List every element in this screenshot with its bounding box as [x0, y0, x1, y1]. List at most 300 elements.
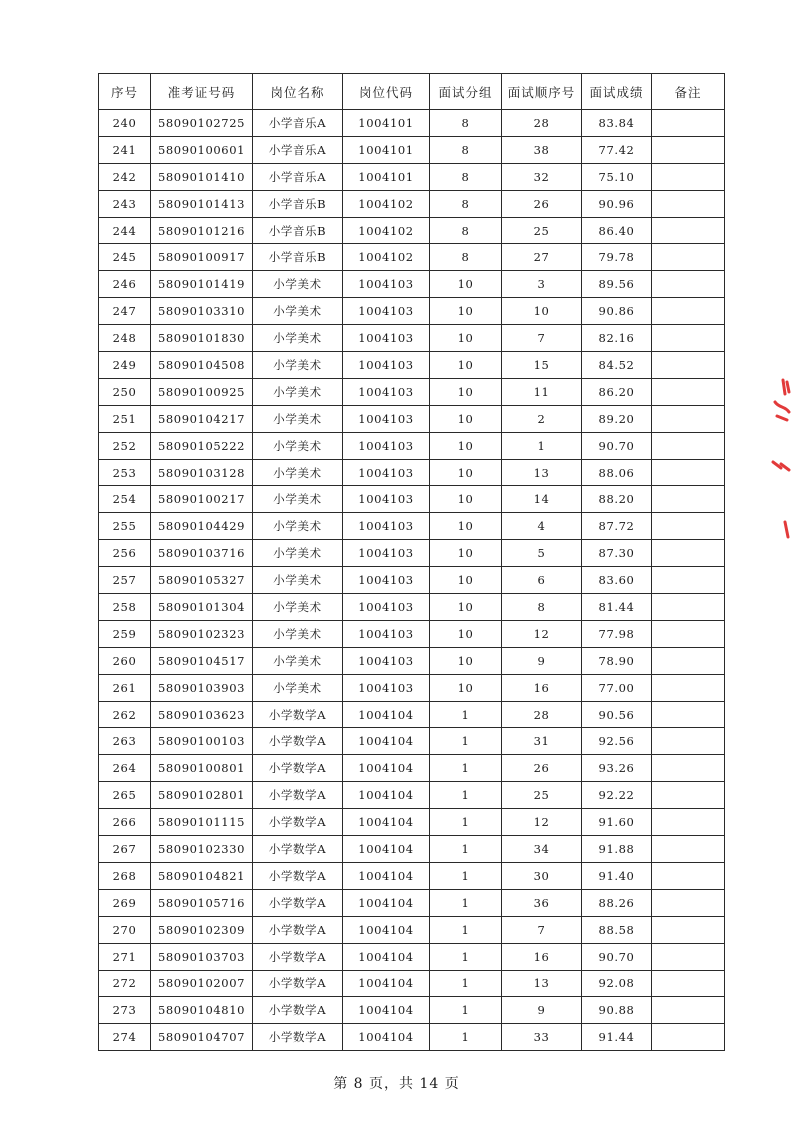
position-name-cell: 小学美术 — [253, 647, 343, 674]
interview-order-cell: 15 — [502, 352, 582, 379]
position-name-cell: 小学美术 — [253, 486, 343, 513]
position-name-cell: 小学数学A — [253, 943, 343, 970]
interview-group-cell: 10 — [430, 325, 502, 352]
interview-order-cell: 7 — [502, 916, 582, 943]
interview-score-cell: 83.84 — [582, 110, 652, 137]
ticket-number-cell: 58090101304 — [151, 594, 253, 621]
ticket-number-cell: 58090103903 — [151, 674, 253, 701]
seq-cell: 266 — [99, 809, 151, 836]
seq-cell: 251 — [99, 405, 151, 432]
remarks-cell — [652, 809, 725, 836]
position-name-cell: 小学数学A — [253, 862, 343, 889]
interview-group-cell: 10 — [430, 540, 502, 567]
ticket-number-cell: 58090105222 — [151, 432, 253, 459]
position-code-cell: 1004104 — [343, 782, 430, 809]
position-name-cell: 小学数学A — [253, 701, 343, 728]
table-row — [99, 540, 725, 567]
remarks-cell — [652, 540, 725, 567]
col-header-interview-score: 面试成绩 — [582, 74, 652, 110]
position-code-cell: 1004104 — [343, 997, 430, 1024]
seq-cell: 245 — [99, 244, 151, 271]
position-code-cell: 1004104 — [343, 889, 430, 916]
position-code-cell: 1004104 — [343, 809, 430, 836]
interview-group-cell: 1 — [430, 862, 502, 889]
ticket-number-cell: 58090103716 — [151, 540, 253, 567]
ticket-number-cell: 58090100925 — [151, 378, 253, 405]
position-code-cell: 1004104 — [343, 1024, 430, 1051]
interview-group-cell: 10 — [430, 352, 502, 379]
interview-group-cell: 1 — [430, 836, 502, 863]
position-name-cell: 小学美术 — [253, 405, 343, 432]
table-header-row — [99, 74, 725, 110]
interview-order-cell: 12 — [502, 620, 582, 647]
seq-cell: 260 — [99, 647, 151, 674]
interview-score-cell: 79.78 — [582, 244, 652, 271]
interview-order-cell: 5 — [502, 540, 582, 567]
seq-cell: 262 — [99, 701, 151, 728]
seq-cell: 243 — [99, 190, 151, 217]
table-row — [99, 1024, 725, 1051]
position-code-cell: 1004101 — [343, 163, 430, 190]
remarks-cell — [652, 620, 725, 647]
table-row — [99, 889, 725, 916]
interview-group-cell: 1 — [430, 728, 502, 755]
interview-group-cell: 1 — [430, 809, 502, 836]
ticket-number-cell: 58090102725 — [151, 110, 253, 137]
ticket-number-cell: 58090102007 — [151, 970, 253, 997]
position-name-cell: 小学音乐A — [253, 163, 343, 190]
seq-cell: 272 — [99, 970, 151, 997]
remarks-cell — [652, 997, 725, 1024]
interview-score-cell: 91.40 — [582, 862, 652, 889]
position-name-cell: 小学美术 — [253, 620, 343, 647]
ticket-number-cell: 58090103128 — [151, 459, 253, 486]
col-header-ticket-number: 准考证号码 — [151, 74, 253, 110]
seq-cell: 241 — [99, 136, 151, 163]
position-code-cell: 1004102 — [343, 190, 430, 217]
remarks-cell — [652, 701, 725, 728]
interview-order-cell: 14 — [502, 486, 582, 513]
position-code-cell: 1004103 — [343, 378, 430, 405]
table-row — [99, 782, 725, 809]
position-name-cell: 小学音乐A — [253, 110, 343, 137]
interview-group-cell: 10 — [430, 432, 502, 459]
seq-cell: 252 — [99, 432, 151, 459]
table-row — [99, 862, 725, 889]
position-name-cell: 小学数学A — [253, 809, 343, 836]
position-name-cell: 小学数学A — [253, 728, 343, 755]
remarks-cell — [652, 755, 725, 782]
interview-group-cell: 10 — [430, 674, 502, 701]
position-name-cell: 小学美术 — [253, 567, 343, 594]
interview-score-cell: 78.90 — [582, 647, 652, 674]
table-row — [99, 620, 725, 647]
position-name-cell: 小学音乐B — [253, 190, 343, 217]
interview-score-cell: 75.10 — [582, 163, 652, 190]
position-code-cell: 1004103 — [343, 620, 430, 647]
position-name-cell: 小学美术 — [253, 325, 343, 352]
ticket-number-cell: 58090102801 — [151, 782, 253, 809]
interview-score-cell: 92.22 — [582, 782, 652, 809]
ticket-number-cell: 58090102330 — [151, 836, 253, 863]
interview-group-cell: 8 — [430, 244, 502, 271]
seq-cell: 270 — [99, 916, 151, 943]
seq-cell: 268 — [99, 862, 151, 889]
interview-order-cell: 25 — [502, 782, 582, 809]
col-header-remarks: 备注 — [652, 74, 725, 110]
interview-score-cell: 86.40 — [582, 217, 652, 244]
ticket-number-cell: 58090101410 — [151, 163, 253, 190]
table-row — [99, 217, 725, 244]
interview-group-cell: 1 — [430, 997, 502, 1024]
remarks-cell — [652, 244, 725, 271]
seq-cell: 267 — [99, 836, 151, 863]
interview-order-cell: 36 — [502, 889, 582, 916]
remarks-cell — [652, 782, 725, 809]
interview-order-cell: 10 — [502, 298, 582, 325]
interview-group-cell: 1 — [430, 970, 502, 997]
interview-order-cell: 2 — [502, 405, 582, 432]
table-row — [99, 136, 725, 163]
position-name-cell: 小学美术 — [253, 674, 343, 701]
interview-group-cell: 1 — [430, 943, 502, 970]
seq-cell: 249 — [99, 352, 151, 379]
interview-order-cell: 6 — [502, 567, 582, 594]
remarks-cell — [652, 217, 725, 244]
position-name-cell: 小学美术 — [253, 459, 343, 486]
ticket-number-cell: 58090103703 — [151, 943, 253, 970]
table-row — [99, 110, 725, 137]
position-name-cell: 小学美术 — [253, 271, 343, 298]
seq-cell: 264 — [99, 755, 151, 782]
ticket-number-cell: 58090102309 — [151, 916, 253, 943]
table-row — [99, 970, 725, 997]
interview-order-cell: 11 — [502, 378, 582, 405]
remarks-cell — [652, 352, 725, 379]
interview-score-cell: 90.56 — [582, 701, 652, 728]
interview-score-cell: 77.42 — [582, 136, 652, 163]
interview-score-cell: 89.20 — [582, 405, 652, 432]
table-row — [99, 405, 725, 432]
position-name-cell: 小学数学A — [253, 889, 343, 916]
position-code-cell: 1004103 — [343, 567, 430, 594]
ticket-number-cell: 58090104217 — [151, 405, 253, 432]
table-row — [99, 594, 725, 621]
interview-order-cell: 3 — [502, 271, 582, 298]
interview-order-cell: 7 — [502, 325, 582, 352]
table-row — [99, 271, 725, 298]
table-row — [99, 916, 725, 943]
position-code-cell: 1004104 — [343, 916, 430, 943]
interview-order-cell: 30 — [502, 862, 582, 889]
seq-cell: 261 — [99, 674, 151, 701]
seq-cell: 244 — [99, 217, 151, 244]
ticket-number-cell: 58090103310 — [151, 298, 253, 325]
seq-cell: 274 — [99, 1024, 151, 1051]
position-name-cell: 小学美术 — [253, 594, 343, 621]
table-row — [99, 674, 725, 701]
position-code-cell: 1004104 — [343, 728, 430, 755]
interview-order-cell: 26 — [502, 190, 582, 217]
remarks-cell — [652, 405, 725, 432]
ticket-number-cell: 58090104810 — [151, 997, 253, 1024]
interview-group-cell: 10 — [430, 594, 502, 621]
interview-score-cell: 87.72 — [582, 513, 652, 540]
ticket-number-cell: 58090100601 — [151, 136, 253, 163]
ticket-number-cell: 58090100917 — [151, 244, 253, 271]
position-code-cell: 1004103 — [343, 459, 430, 486]
interview-score-cell: 81.44 — [582, 594, 652, 621]
col-header-position-name: 岗位名称 — [253, 74, 343, 110]
interview-score-cell: 92.08 — [582, 970, 652, 997]
interview-group-cell: 1 — [430, 1024, 502, 1051]
interview-order-cell: 38 — [502, 136, 582, 163]
table-row — [99, 755, 725, 782]
table-row — [99, 459, 725, 486]
remarks-cell — [652, 916, 725, 943]
remarks-cell — [652, 271, 725, 298]
remarks-cell — [652, 728, 725, 755]
position-name-cell: 小学美术 — [253, 540, 343, 567]
remarks-cell — [652, 889, 725, 916]
seq-cell: 259 — [99, 620, 151, 647]
interview-order-cell: 8 — [502, 594, 582, 621]
interview-order-cell: 26 — [502, 755, 582, 782]
interview-group-cell: 8 — [430, 110, 502, 137]
remarks-cell — [652, 459, 725, 486]
position-code-cell: 1004103 — [343, 325, 430, 352]
position-code-cell: 1004104 — [343, 836, 430, 863]
interview-group-cell: 10 — [430, 567, 502, 594]
interview-order-cell: 4 — [502, 513, 582, 540]
ticket-number-cell: 58090104508 — [151, 352, 253, 379]
ticket-number-cell: 58090101419 — [151, 271, 253, 298]
interview-group-cell: 1 — [430, 916, 502, 943]
table-row — [99, 728, 725, 755]
position-name-cell: 小学美术 — [253, 298, 343, 325]
interview-group-cell: 1 — [430, 701, 502, 728]
col-header-interview-order: 面试顺序号 — [502, 74, 582, 110]
interview-order-cell: 34 — [502, 836, 582, 863]
position-name-cell: 小学音乐B — [253, 244, 343, 271]
remarks-cell — [652, 190, 725, 217]
seq-cell: 257 — [99, 567, 151, 594]
interview-score-cell: 89.56 — [582, 271, 652, 298]
position-code-cell: 1004103 — [343, 674, 430, 701]
interview-score-cell: 87.30 — [582, 540, 652, 567]
position-name-cell: 小学美术 — [253, 513, 343, 540]
seq-cell: 248 — [99, 325, 151, 352]
ticket-number-cell: 58090100801 — [151, 755, 253, 782]
interview-group-cell: 10 — [430, 513, 502, 540]
interview-score-cell: 91.88 — [582, 836, 652, 863]
ticket-number-cell: 58090105327 — [151, 567, 253, 594]
remarks-cell — [652, 110, 725, 137]
position-name-cell: 小学音乐B — [253, 217, 343, 244]
remarks-cell — [652, 298, 725, 325]
position-code-cell: 1004103 — [343, 647, 430, 674]
ticket-number-cell: 58090100103 — [151, 728, 253, 755]
position-code-cell: 1004103 — [343, 405, 430, 432]
table-row — [99, 244, 725, 271]
position-name-cell: 小学数学A — [253, 782, 343, 809]
remarks-cell — [652, 1024, 725, 1051]
position-code-cell: 1004103 — [343, 298, 430, 325]
table-row — [99, 378, 725, 405]
score-table — [98, 73, 725, 1051]
remarks-cell — [652, 378, 725, 405]
position-code-cell: 1004103 — [343, 540, 430, 567]
seq-cell: 254 — [99, 486, 151, 513]
interview-order-cell: 9 — [502, 997, 582, 1024]
table-row — [99, 325, 725, 352]
remarks-cell — [652, 943, 725, 970]
position-name-cell: 小学音乐A — [253, 136, 343, 163]
remarks-cell — [652, 163, 725, 190]
interview-score-cell: 86.20 — [582, 378, 652, 405]
interview-order-cell: 28 — [502, 701, 582, 728]
interview-score-cell: 88.26 — [582, 889, 652, 916]
position-name-cell: 小学美术 — [253, 352, 343, 379]
ticket-number-cell: 58090102323 — [151, 620, 253, 647]
interview-order-cell: 12 — [502, 809, 582, 836]
interview-score-cell: 88.06 — [582, 459, 652, 486]
remarks-cell — [652, 674, 725, 701]
ticket-number-cell: 58090103623 — [151, 701, 253, 728]
interview-group-cell: 8 — [430, 136, 502, 163]
position-code-cell: 1004104 — [343, 970, 430, 997]
interview-group-cell: 1 — [430, 889, 502, 916]
interview-group-cell: 10 — [430, 620, 502, 647]
remarks-cell — [652, 836, 725, 863]
table-row — [99, 567, 725, 594]
position-name-cell: 小学数学A — [253, 1024, 343, 1051]
interview-score-cell: 82.16 — [582, 325, 652, 352]
interview-score-cell: 84.52 — [582, 352, 652, 379]
table-row — [99, 809, 725, 836]
position-code-cell: 1004102 — [343, 244, 430, 271]
table-row — [99, 163, 725, 190]
position-code-cell: 1004103 — [343, 432, 430, 459]
position-code-cell: 1004101 — [343, 110, 430, 137]
table-row — [99, 513, 725, 540]
position-name-cell: 小学美术 — [253, 378, 343, 405]
remarks-cell — [652, 325, 725, 352]
remarks-cell — [652, 862, 725, 889]
interview-order-cell: 28 — [502, 110, 582, 137]
interview-order-cell: 25 — [502, 217, 582, 244]
remarks-cell — [652, 647, 725, 674]
interview-score-cell: 77.98 — [582, 620, 652, 647]
remarks-cell — [652, 513, 725, 540]
remarks-cell — [652, 970, 725, 997]
ticket-number-cell: 58090101216 — [151, 217, 253, 244]
position-code-cell: 1004103 — [343, 486, 430, 513]
position-code-cell: 1004104 — [343, 943, 430, 970]
interview-score-cell: 88.20 — [582, 486, 652, 513]
interview-group-cell: 8 — [430, 163, 502, 190]
position-code-cell: 1004101 — [343, 136, 430, 163]
interview-group-cell: 8 — [430, 217, 502, 244]
seq-cell: 242 — [99, 163, 151, 190]
ticket-number-cell: 58090104707 — [151, 1024, 253, 1051]
interview-score-cell: 90.86 — [582, 298, 652, 325]
ticket-number-cell: 58090104821 — [151, 862, 253, 889]
interview-score-cell: 77.00 — [582, 674, 652, 701]
remarks-cell — [652, 567, 725, 594]
ticket-number-cell: 58090100217 — [151, 486, 253, 513]
position-name-cell: 小学数学A — [253, 916, 343, 943]
position-name-cell: 小学数学A — [253, 970, 343, 997]
remarks-cell — [652, 136, 725, 163]
interview-order-cell: 13 — [502, 459, 582, 486]
position-name-cell: 小学数学A — [253, 836, 343, 863]
seq-cell: 250 — [99, 378, 151, 405]
ticket-number-cell: 58090101830 — [151, 325, 253, 352]
position-code-cell: 1004103 — [343, 594, 430, 621]
interview-order-cell: 9 — [502, 647, 582, 674]
position-code-cell: 1004103 — [343, 271, 430, 298]
table-row — [99, 486, 725, 513]
seq-cell: 246 — [99, 271, 151, 298]
position-code-cell: 1004104 — [343, 862, 430, 889]
interview-score-cell: 88.58 — [582, 916, 652, 943]
interview-group-cell: 10 — [430, 486, 502, 513]
interview-order-cell: 1 — [502, 432, 582, 459]
position-code-cell: 1004104 — [343, 701, 430, 728]
seq-cell: 265 — [99, 782, 151, 809]
interview-order-cell: 16 — [502, 943, 582, 970]
interview-group-cell: 1 — [430, 755, 502, 782]
interview-order-cell: 13 — [502, 970, 582, 997]
interview-score-cell: 90.70 — [582, 943, 652, 970]
remarks-cell — [652, 594, 725, 621]
interview-group-cell: 10 — [430, 647, 502, 674]
col-header-seq: 序号 — [99, 74, 151, 110]
interview-order-cell: 31 — [502, 728, 582, 755]
position-code-cell: 1004103 — [343, 352, 430, 379]
interview-group-cell: 8 — [430, 190, 502, 217]
ticket-number-cell: 58090101115 — [151, 809, 253, 836]
interview-score-cell: 90.96 — [582, 190, 652, 217]
interview-score-cell: 93.26 — [582, 755, 652, 782]
interview-group-cell: 10 — [430, 459, 502, 486]
interview-order-cell: 16 — [502, 674, 582, 701]
interview-group-cell: 10 — [430, 298, 502, 325]
seq-cell: 273 — [99, 997, 151, 1024]
table-row — [99, 997, 725, 1024]
interview-score-cell: 90.70 — [582, 432, 652, 459]
interview-group-cell: 1 — [430, 782, 502, 809]
table-row — [99, 352, 725, 379]
position-name-cell: 小学美术 — [253, 432, 343, 459]
table-row — [99, 836, 725, 863]
position-name-cell: 小学数学A — [253, 997, 343, 1024]
table-body — [99, 110, 725, 1051]
interview-score-cell: 91.60 — [582, 809, 652, 836]
page-footer: 第 8 页，共 14 页 — [333, 1076, 460, 1092]
interview-order-cell: 32 — [502, 163, 582, 190]
table-row — [99, 647, 725, 674]
ticket-number-cell: 58090101413 — [151, 190, 253, 217]
seq-cell: 263 — [99, 728, 151, 755]
seq-cell: 258 — [99, 594, 151, 621]
table-row — [99, 190, 725, 217]
remarks-cell — [652, 486, 725, 513]
position-code-cell: 1004102 — [343, 217, 430, 244]
seq-cell: 247 — [99, 298, 151, 325]
seq-cell: 271 — [99, 943, 151, 970]
